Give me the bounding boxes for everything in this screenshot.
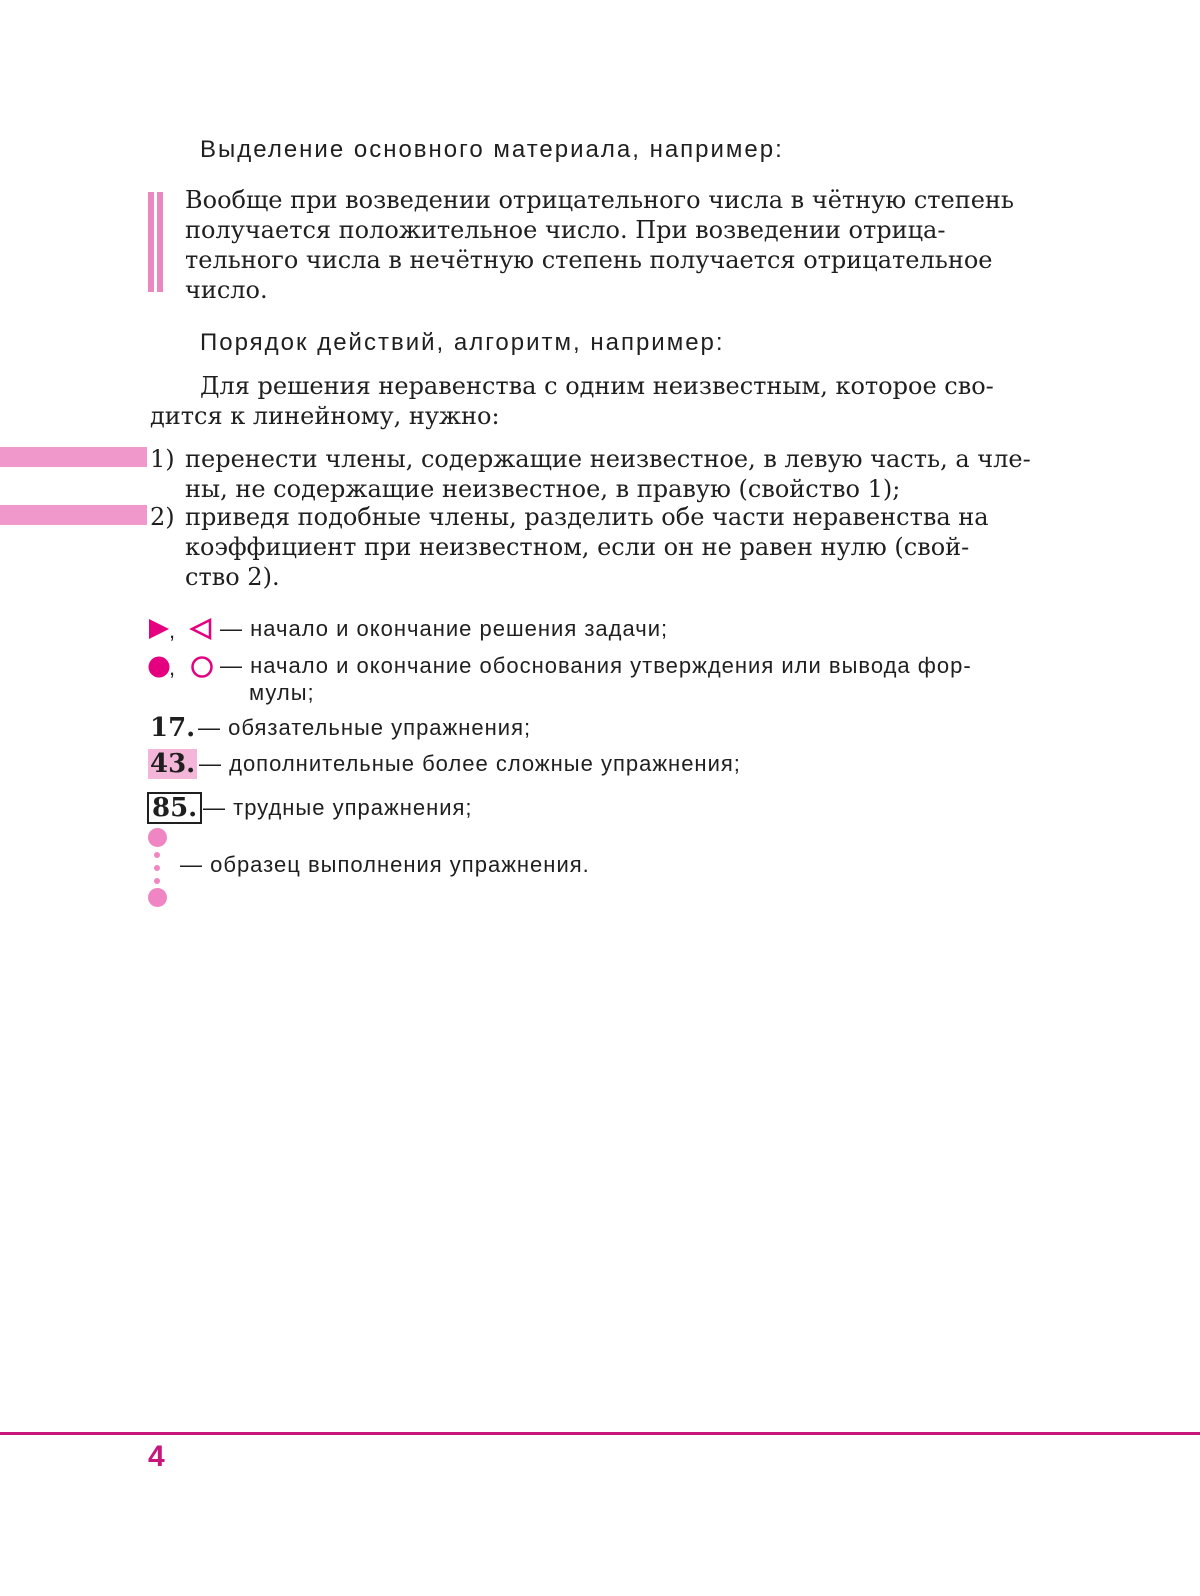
step-marker-band-2 xyxy=(0,505,147,525)
step-number-2: 2) xyxy=(150,503,175,531)
sample-marker-top-dot xyxy=(148,828,167,847)
highlight-line: получается положительное число. При возведении отрица- xyxy=(185,216,946,244)
page-number: 4 xyxy=(148,1440,165,1473)
legend-additional-text: — дополнительные более сложные упражнения; xyxy=(199,751,741,776)
highlight-line: число. xyxy=(185,276,268,304)
sample-marker-bottom-dot xyxy=(148,888,167,907)
legend-hard-text: — трудные упражнения; xyxy=(203,795,473,820)
legend-solution-text: — начало и окончание решения задачи; xyxy=(220,616,669,641)
legend-proof-text-cont: мулы; xyxy=(249,680,315,705)
step-line: приведя подобные члены, разделить обе части неравенства на xyxy=(185,503,989,531)
algorithm-intro: Порядок действий, алгоритм, например: xyxy=(200,329,725,356)
mandatory-exercise-number: 17. xyxy=(150,713,196,743)
step-text-2 xyxy=(185,502,1073,592)
sample-marker-small-dot xyxy=(154,865,160,871)
sample-marker-small-dot xyxy=(154,852,160,858)
solution-start-icon xyxy=(147,617,171,641)
step-line: перенести члены, содержащие неизвестное, в левую часть, а чле- xyxy=(185,445,1031,473)
highlight-bar-left xyxy=(148,192,154,292)
legend-mandatory-text: — обязательные упражнения; xyxy=(198,715,532,740)
solution-end-icon xyxy=(189,617,213,641)
algorithm-text xyxy=(150,371,1073,431)
highlight-line: тельного числа в нечётную степень получается отрицательное xyxy=(185,246,993,274)
step-line: ство 2). xyxy=(185,563,280,591)
legend-comma: , xyxy=(169,618,176,643)
algorithm-line: Для решения неравенства с одним неизвестным, которое сво- xyxy=(200,372,994,400)
step-line: коэффициент при неизвестном, если он не равен нулю (свой- xyxy=(185,533,970,561)
algorithm-line-last: дится к линейному, нужно: xyxy=(150,402,500,430)
proof-end-icon xyxy=(190,655,214,679)
footer-rule xyxy=(0,1432,1200,1435)
legend-proof-text: — начало и окончание обоснования утверждения или вывода фор- xyxy=(220,653,972,678)
step-text-1 xyxy=(185,444,1073,504)
highlight-bar-right xyxy=(157,192,163,292)
step-number-1: 1) xyxy=(150,445,175,473)
highlight-line: Вообще при возведении отрицательного числа в чётную степень xyxy=(185,186,1014,214)
hard-exercise-number: 85. xyxy=(147,792,202,824)
legend-comma: , xyxy=(169,655,176,680)
proof-start-icon xyxy=(147,655,171,679)
legend-sample-text: — образец выполнения упражнения. xyxy=(180,852,590,877)
highlight-intro: Выделение основного материала, например: xyxy=(200,136,784,163)
additional-exercise-number: 43. xyxy=(150,749,196,779)
highlight-text xyxy=(185,185,1073,305)
sample-marker-small-dot xyxy=(154,878,160,884)
step-line: ны, не содержащие неизвестное, в правую (свойство 1); xyxy=(185,475,901,503)
step-marker-band-1 xyxy=(0,447,147,467)
